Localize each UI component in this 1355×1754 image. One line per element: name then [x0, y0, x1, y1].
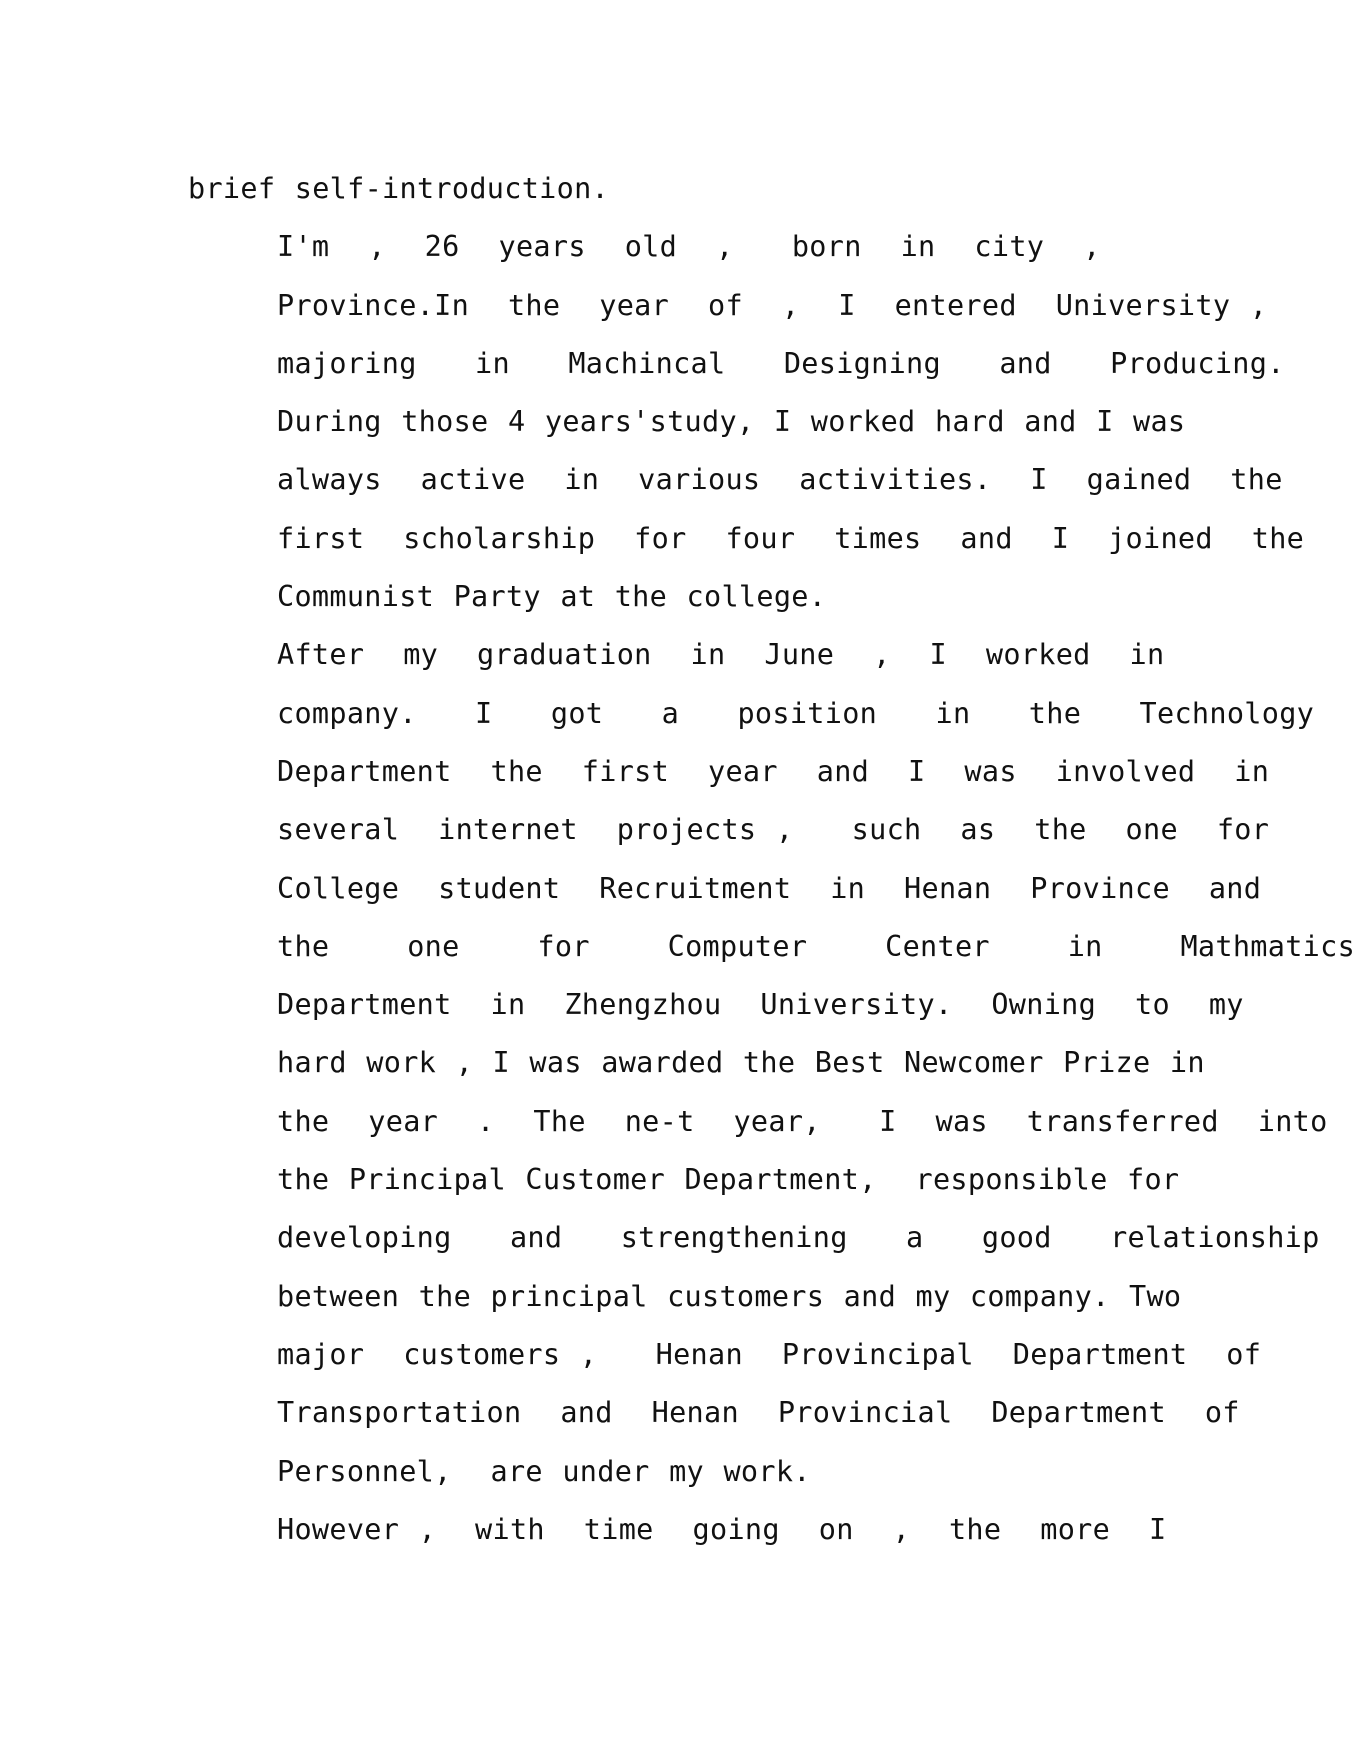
text-line: major customers , Henan Provincipal Department of: [277, 1337, 1262, 1371]
text-line: the Principal Customer Department, responsible for: [277, 1163, 1180, 1197]
text-line: Department the first year and I was involved in: [277, 754, 1270, 788]
text-line: the one for Computer Center in Mathmatics: [277, 929, 1355, 963]
text-line: Personnel, are under my work.: [277, 1454, 811, 1488]
text-line: between the principal customers and my company. Two: [277, 1279, 1182, 1313]
text-line: I'm , 26 years old , born in city ,: [277, 230, 1101, 264]
text-line: always active in various activities. I gained the: [277, 463, 1283, 497]
text-line: After my graduation in June , I worked in: [277, 638, 1165, 672]
text-line: During those 4 years'study, I worked hard and I was: [277, 405, 1186, 439]
text-line: However , with time going on , the more I: [277, 1512, 1167, 1546]
text-line: first scholarship for four times and I joined the: [277, 521, 1305, 555]
paragraph-work-experience: [188, 626, 1355, 1500]
text-line: majoring in Machincal Designing and Producing.: [277, 346, 1285, 380]
paragraph-career-reflection: [188, 1501, 1167, 1559]
paragraph-intro-continuation: [188, 160, 1056, 218]
text-line: Department in Zhengzhou University. Owning to my: [277, 988, 1244, 1022]
paragraph-personal-background: [188, 218, 1305, 626]
text-line: the year . The ne-t year, I was transferred into: [277, 1104, 1328, 1138]
text-line: Province.In the year of , I entered University ,: [277, 288, 1268, 322]
text-line: brief self-introduction.: [188, 172, 610, 205]
text-line: company. I got a position in the Technology: [277, 696, 1315, 730]
text-line: developing and strengthening a good relationship: [277, 1221, 1320, 1255]
text-line: several internet projects , such as the one for: [277, 813, 1270, 847]
text-line: hard work , I was awarded the Best Newcomer Prize in: [277, 1046, 1205, 1080]
text-line: Transportation and Henan Provincial Department of: [277, 1396, 1240, 1430]
document-body: [188, 160, 1355, 1559]
text-line: College student Recruitment in Henan Province and: [277, 871, 1262, 905]
text-line: Communist Party at the college.: [277, 580, 827, 614]
